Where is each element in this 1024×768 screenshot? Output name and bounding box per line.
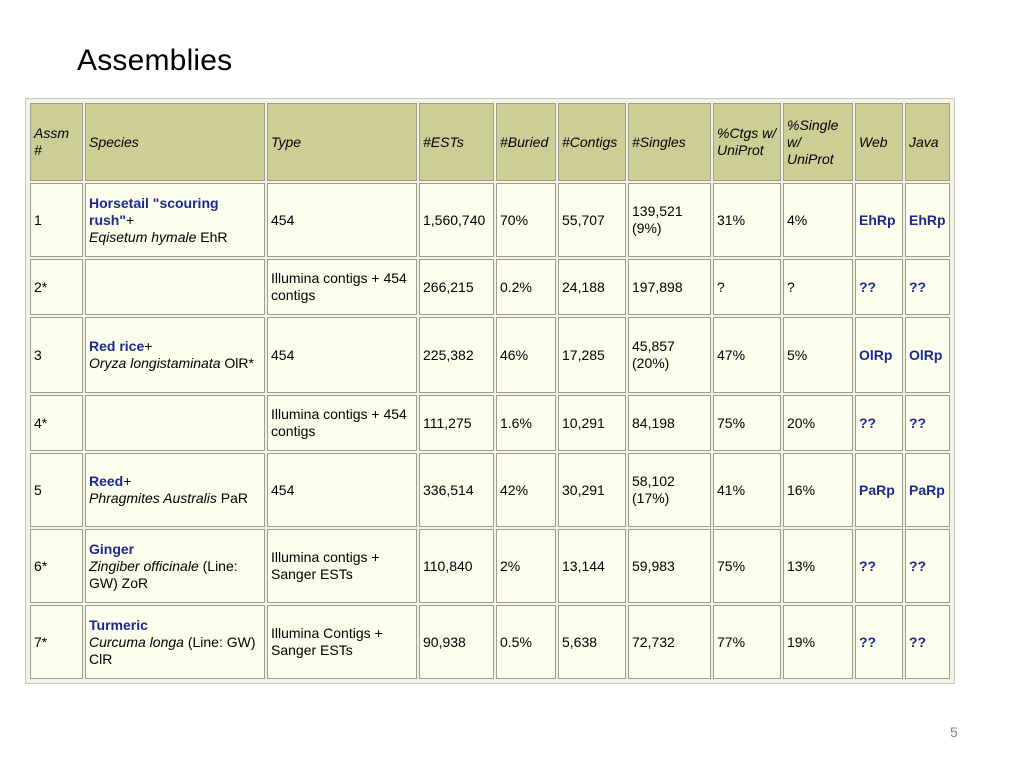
species-cell (85, 259, 265, 315)
java-cell (905, 259, 950, 315)
web-cell (855, 183, 903, 257)
singles-cell: 59,983 (628, 529, 711, 603)
species-link[interactable]: Reed (89, 473, 124, 489)
assm-cell: 4* (30, 395, 83, 451)
contigs-cell: 17,285 (558, 317, 626, 393)
java-cell (905, 605, 950, 679)
species-code: (Line: GW) ClR (89, 633, 256, 667)
ests-cell: 225,382 (419, 317, 494, 393)
assm-cell: 3 (30, 317, 83, 393)
pct-single-cell: ? (783, 259, 853, 315)
buried-cell: 1.6% (496, 395, 556, 451)
type-cell: 454 (267, 453, 417, 527)
species-link[interactable]: Ginger (89, 540, 135, 557)
table-row (30, 453, 950, 527)
buried-cell: 2% (496, 529, 556, 603)
java-link[interactable]: ?? (909, 278, 927, 295)
java-link[interactable]: OlRp (909, 346, 943, 363)
java-link[interactable]: ?? (909, 557, 927, 574)
species-cell (85, 183, 265, 257)
species-latin: Phragmites Australis (89, 490, 217, 506)
table-row (30, 529, 950, 603)
pct-ctgs-cell: 77% (713, 605, 781, 679)
singles-cell: 58,102 (17%) (628, 453, 711, 527)
ests-cell: 90,938 (419, 605, 494, 679)
table-row (30, 395, 950, 451)
pct-ctgs-cell: 75% (713, 529, 781, 603)
table-header-row (30, 103, 950, 181)
pct-single-cell: 20% (783, 395, 853, 451)
contigs-cell: 24,188 (558, 259, 626, 315)
web-cell (855, 317, 903, 393)
table-body (30, 183, 950, 679)
species-code: EhR (196, 228, 228, 245)
header-species: Species (85, 103, 265, 181)
header-singles: #Singles (628, 103, 711, 181)
contigs-cell: 30,291 (558, 453, 626, 527)
header-buried: #Buried (496, 103, 556, 181)
web-cell (855, 395, 903, 451)
pct-ctgs-cell: 75% (713, 395, 781, 451)
singles-cell: 197,898 (628, 259, 711, 315)
web-link[interactable]: ?? (859, 414, 877, 431)
species-plus: + (144, 338, 153, 354)
table-row (30, 605, 950, 679)
type-cell: Illumina contigs + 454 contigs (267, 395, 417, 451)
java-link[interactable]: ?? (909, 414, 927, 431)
singles-cell: 72,732 (628, 605, 711, 679)
web-link[interactable]: ?? (859, 278, 877, 295)
pct-ctgs-cell: ? (713, 259, 781, 315)
web-link[interactable]: OlRp (859, 346, 893, 363)
web-link[interactable]: ?? (859, 557, 877, 574)
header-assm: Assm # (30, 103, 83, 181)
contigs-cell: 10,291 (558, 395, 626, 451)
java-cell (905, 183, 950, 257)
type-cell: 454 (267, 317, 417, 393)
table-row (30, 259, 950, 315)
pct-single-cell: 19% (783, 605, 853, 679)
species-link[interactable]: Red rice (89, 338, 145, 354)
species-cell (85, 317, 265, 393)
pct-ctgs-cell: 41% (713, 453, 781, 527)
table-row (30, 317, 950, 393)
java-link[interactable]: EhRp (909, 211, 946, 228)
species-plus: + (123, 473, 132, 489)
assemblies-table (28, 101, 952, 681)
pct-single-cell: 13% (783, 529, 853, 603)
species-latin: Oryza longistaminata (89, 355, 221, 371)
header-pct-ctgs: %Ctgs w/ UniProt (713, 103, 781, 181)
species-plus: + (125, 211, 135, 228)
web-link[interactable]: EhRp (859, 211, 896, 228)
assm-cell: 7* (30, 605, 83, 679)
contigs-cell: 13,144 (558, 529, 626, 603)
header-ests: #ESTs (419, 103, 494, 181)
species-cell (85, 453, 265, 527)
java-link[interactable]: PaRp (909, 481, 945, 498)
assm-cell: 2* (30, 259, 83, 315)
type-cell: Illumina Contigs + Sanger ESTs (267, 605, 417, 679)
web-cell (855, 259, 903, 315)
species-link[interactable]: Turmeric (89, 616, 148, 633)
pct-ctgs-cell: 31% (713, 183, 781, 257)
web-cell (855, 605, 903, 679)
species-latin: Eqisetum hymale (89, 228, 197, 245)
java-link[interactable]: ?? (909, 633, 927, 650)
web-cell (855, 529, 903, 603)
singles-cell: 45,857 (20%) (628, 317, 711, 393)
ests-cell: 266,215 (419, 259, 494, 315)
singles-cell: 139,521 (9%) (628, 183, 711, 257)
type-cell: Illumina contigs + 454 contigs (267, 259, 417, 315)
buried-cell: 46% (496, 317, 556, 393)
ests-cell: 1,560,740 (419, 183, 494, 257)
type-cell: 454 (267, 183, 417, 257)
species-latin: Curcuma longa (89, 633, 184, 650)
assm-cell: 1 (30, 183, 83, 257)
pct-ctgs-cell: 47% (713, 317, 781, 393)
species-cell (85, 605, 265, 679)
species-cell (85, 395, 265, 451)
header-pct-single: %Single w/ UniProt (783, 103, 853, 181)
assemblies-table-container (25, 98, 955, 684)
header-contigs: #Contigs (558, 103, 626, 181)
assm-cell: 5 (30, 453, 83, 527)
java-cell (905, 529, 950, 603)
ests-cell: 110,840 (419, 529, 494, 603)
slide-title: Assemblies (77, 44, 233, 77)
assm-cell: 6* (30, 529, 83, 603)
ests-cell: 336,514 (419, 453, 494, 527)
species-code: PaR (216, 490, 248, 506)
contigs-cell: 55,707 (558, 183, 626, 257)
table-row (30, 183, 950, 257)
species-latin: Zingiber officinale (89, 557, 199, 574)
species-code: (Line: GW) ZoR (89, 557, 238, 591)
species-link[interactable]: Horsetail "scouring rush" (89, 194, 219, 228)
java-cell (905, 317, 950, 393)
buried-cell: 0.5% (496, 605, 556, 679)
buried-cell: 70% (496, 183, 556, 257)
header-web: Web (855, 103, 903, 181)
pct-single-cell: 4% (783, 183, 853, 257)
pct-single-cell: 5% (783, 317, 853, 393)
page-number: 5 (950, 724, 958, 740)
web-cell (855, 453, 903, 527)
species-cell (85, 529, 265, 603)
java-cell (905, 453, 950, 527)
singles-cell: 84,198 (628, 395, 711, 451)
header-java: Java (905, 103, 950, 181)
java-cell (905, 395, 950, 451)
ests-cell: 111,275 (419, 395, 494, 451)
species-code: OlR* (220, 355, 254, 371)
web-link[interactable]: PaRp (859, 481, 895, 498)
type-cell: Illumina contigs + Sanger ESTs (267, 529, 417, 603)
buried-cell: 42% (496, 453, 556, 527)
web-link[interactable]: ?? (859, 633, 877, 650)
buried-cell: 0.2% (496, 259, 556, 315)
header-type: Type (267, 103, 417, 181)
pct-single-cell: 16% (783, 453, 853, 527)
contigs-cell: 5,638 (558, 605, 626, 679)
